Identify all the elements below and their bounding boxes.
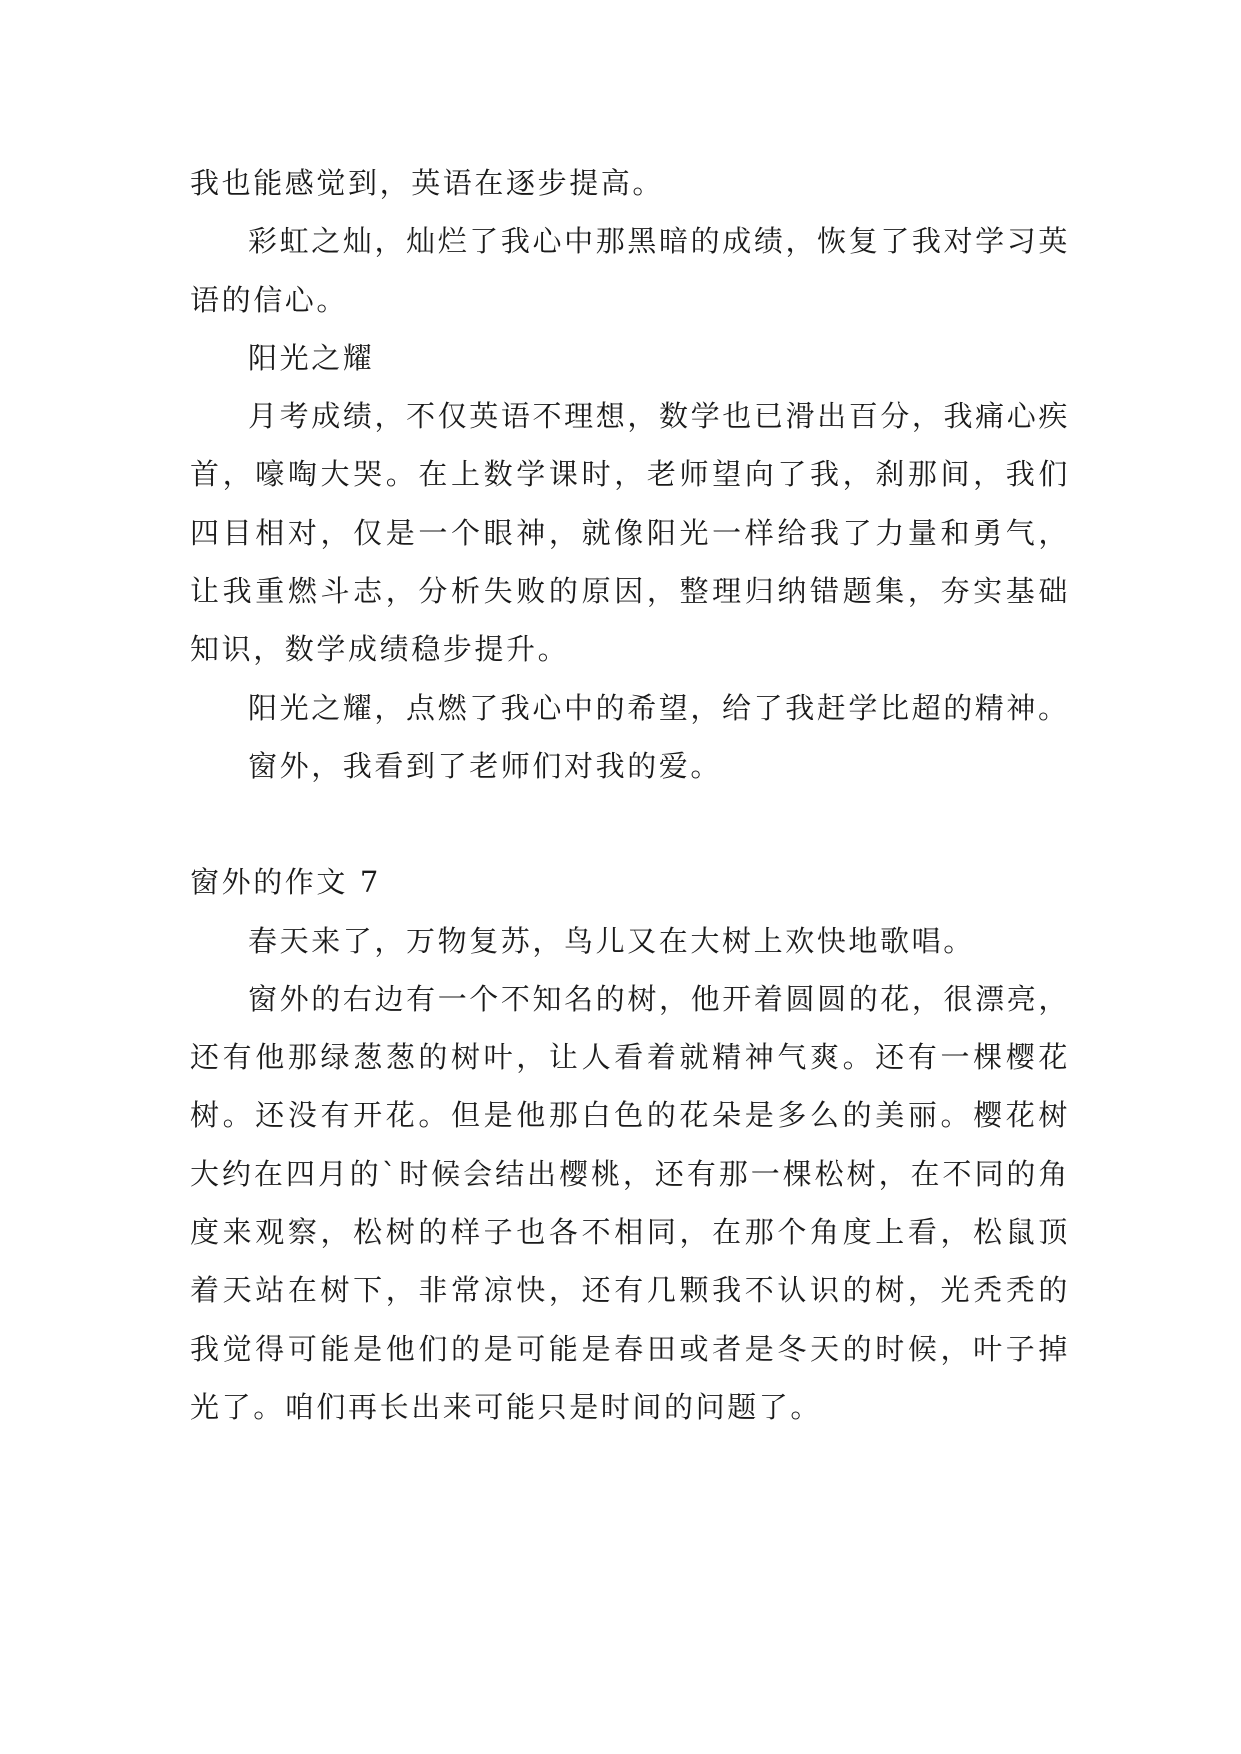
paragraph: 月考成绩，不仅英语不理想，数学也已滑出百分，我痛心疾首，嚎啕大哭。在上数学课时，老师望向了我，刹那间，我们四目相对，仅是一个眼神，就像阳光一样给我了力量和勇气，让我重燃斗志，分析失败的原因，整理归纳错题集，夯实基础知识，数学成绩稳步提升。 [190,399,1070,667]
paragraph: 彩虹之灿，灿烂了我心中那黑暗的成绩，恢复了我对学习英语的信心。 [190,224,1070,317]
section-spacer [190,795,1070,853]
paragraph: 我也能感觉到，英语在逐步提高。 [190,166,665,200]
document-body [190,154,1070,1436]
subheading: 阳光之耀 [248,340,375,375]
paragraph: 窗外，我看到了老师们对我的爱。 [248,748,723,783]
paragraph: 阳光之耀，点燃了我心中的希望，给了我赶学比超的精神。 [248,690,1070,725]
section-heading: 窗外的作文 7 [190,865,381,900]
paragraph: 窗外的右边有一个不知名的树，他开着圆圆的花，很漂亮，还有他那绿葱葱的树叶，让人看着就精神气爽。还有一棵樱花树。还没有开花。但是他那白色的花朵是多么的美丽。樱花树大约在四月的`时候会结出樱桃，还有那一棵松树，在不同的角度来观察，松树的样子也各不相同，在那个角度上看，松鼠顶着天站在树下，非常凉快，还有几颗我不认识的树，光秃秃的我觉得可能是他们的是可能是春田或者是冬天的时候，叶子掉光了。咱们再长出来可能只是时间的问题了。 [190,981,1070,1424]
paragraph: 春天来了，万物复苏，鸟儿又在大树上欢快地歌唱。 [248,923,975,958]
